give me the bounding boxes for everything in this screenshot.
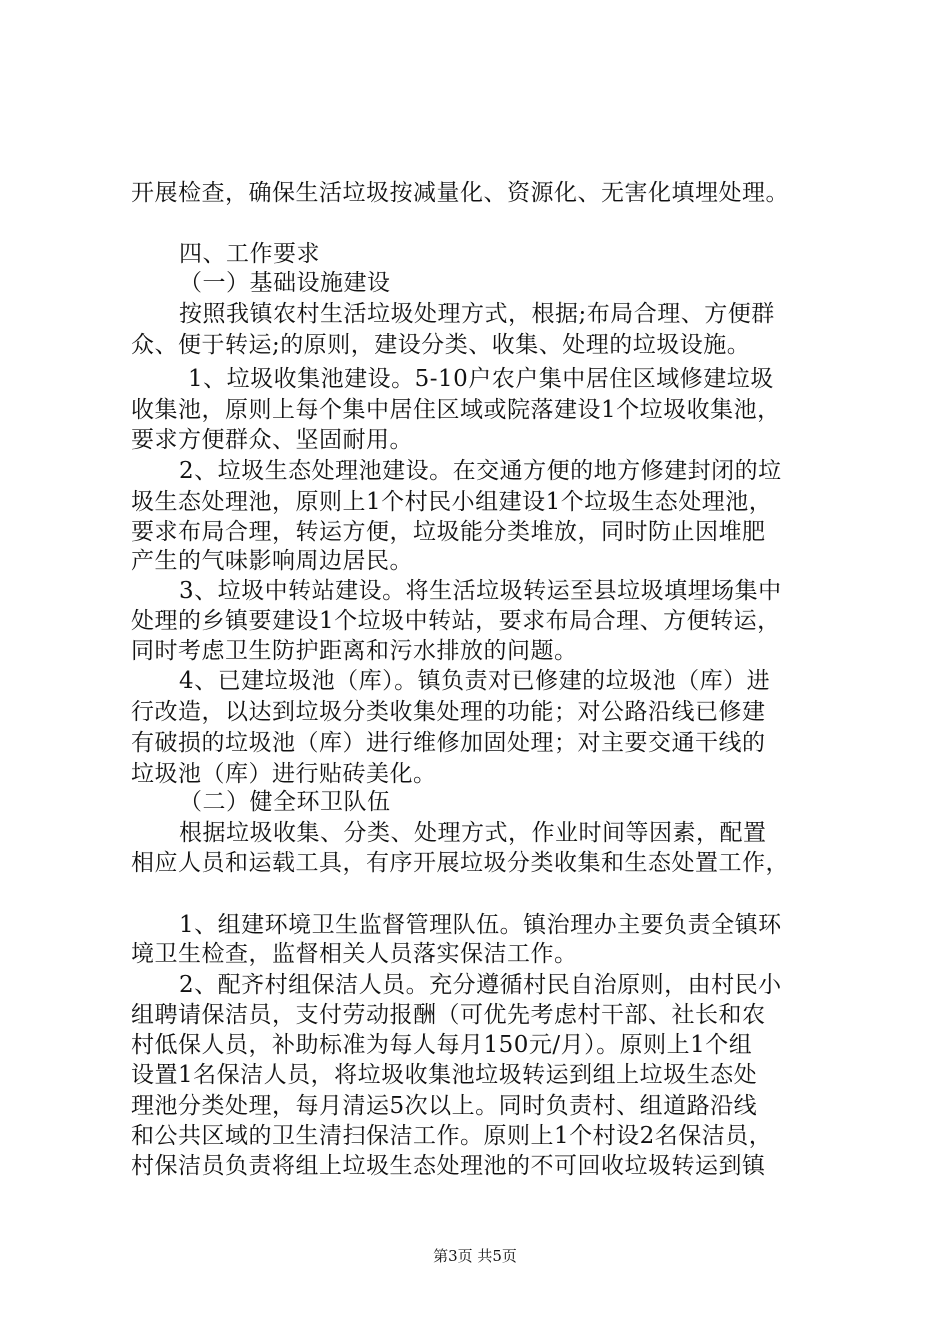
- paragraph-line: 垃圾池（库）进行贴砖美化。: [131, 761, 437, 787]
- subsection-heading: （一）基础设施建设: [179, 270, 391, 296]
- paragraph-line: 境卫生检查，监督相关人员落实保洁工作。: [131, 941, 578, 967]
- paragraph-line: 1、组建环境卫生监督管理队伍。镇治理办主要负责全镇环: [179, 912, 782, 938]
- paragraph-line: 3、垃圾中转站建设。将生活垃圾转运至县垃圾填埋场集中: [179, 578, 782, 604]
- section-heading: 四、工作要求: [179, 241, 320, 267]
- paragraph-line: 行改造，以达到垃圾分类收集处理的功能；对公路沿线已修建: [131, 699, 766, 725]
- paragraph-line: 设置1名保洁人员，将垃圾收集池垃圾转运到组上垃圾生态处: [131, 1062, 758, 1088]
- paragraph-line: 处理的乡镇要建设1个垃圾中转站，要求布局合理、方便转运，: [131, 608, 781, 634]
- paragraph-line: 相应人员和运载工具，有序开展垃圾分类收集和生态处置工作，: [131, 850, 789, 876]
- paragraph-line: 2、配齐村组保洁人员。充分遵循村民自治原则，由村民小: [179, 972, 782, 998]
- paragraph-line: 要求方便群众、坚固耐用。: [131, 427, 413, 453]
- paragraph-line: 圾生态处理池，原则上1个村民小组建设1个垃圾生态处理池，: [131, 489, 773, 515]
- paragraph-line: 理池分类处理，每月清运5次以上。同时负责村、组道路沿线: [131, 1093, 758, 1119]
- paragraph-line: 产生的气味影响周边居民。: [131, 548, 413, 574]
- paragraph-line: 4、已建垃圾池（库）。镇负责对已修建的垃圾池（库）进: [179, 668, 771, 694]
- paragraph-line: 1、垃圾收集池建设。5-10户农户集中居住区域修建垃圾: [188, 366, 774, 392]
- paragraph-line: 按照我镇农村生活垃圾处理方式，根据;布局合理、方便群: [179, 301, 775, 327]
- paragraph-line: 众、便于转运;的原则，建设分类、收集、处理的垃圾设施。: [131, 332, 751, 358]
- paragraph-line: 开展检查，确保生活垃圾按减量化、资源化、无害化填埋处理。: [131, 180, 789, 206]
- page-number-footer: 第3页 共5页: [433, 1247, 517, 1265]
- paragraph-line: 和公共区域的卫生清扫保洁工作。原则上1个村设2名保洁员，: [131, 1123, 773, 1149]
- paragraph-line: 村保洁员负责将组上垃圾生态处理池的不可回收垃圾转运到镇: [131, 1153, 766, 1179]
- paragraph-line: 组聘请保洁员，支付劳动报酬（可优先考虑村干部、社长和农: [131, 1002, 766, 1028]
- paragraph-line: 2、垃圾生态处理池建设。在交通方便的地方修建封闭的垃: [179, 458, 782, 484]
- paragraph-line: 要求布局合理，转运方便，垃圾能分类堆放，同时防止因堆肥: [131, 519, 766, 545]
- paragraph-line: 村低保人员，补助标准为每人每月150元/月）。原则上1个组: [131, 1032, 753, 1058]
- subsection-heading: （二）健全环卫队伍: [179, 789, 391, 815]
- paragraph-line: 收集池，原则上每个集中居住区域或院落建设1个垃圾收集池，: [131, 397, 781, 423]
- paragraph-line: 同时考虑卫生防护距离和污水排放的问题。: [131, 638, 578, 664]
- paragraph-line: 根据垃圾收集、分类、处理方式，作业时间等因素，配置: [179, 820, 767, 846]
- paragraph-line: 有破损的垃圾池（库）进行维修加固处理；对主要交通干线的: [131, 730, 766, 756]
